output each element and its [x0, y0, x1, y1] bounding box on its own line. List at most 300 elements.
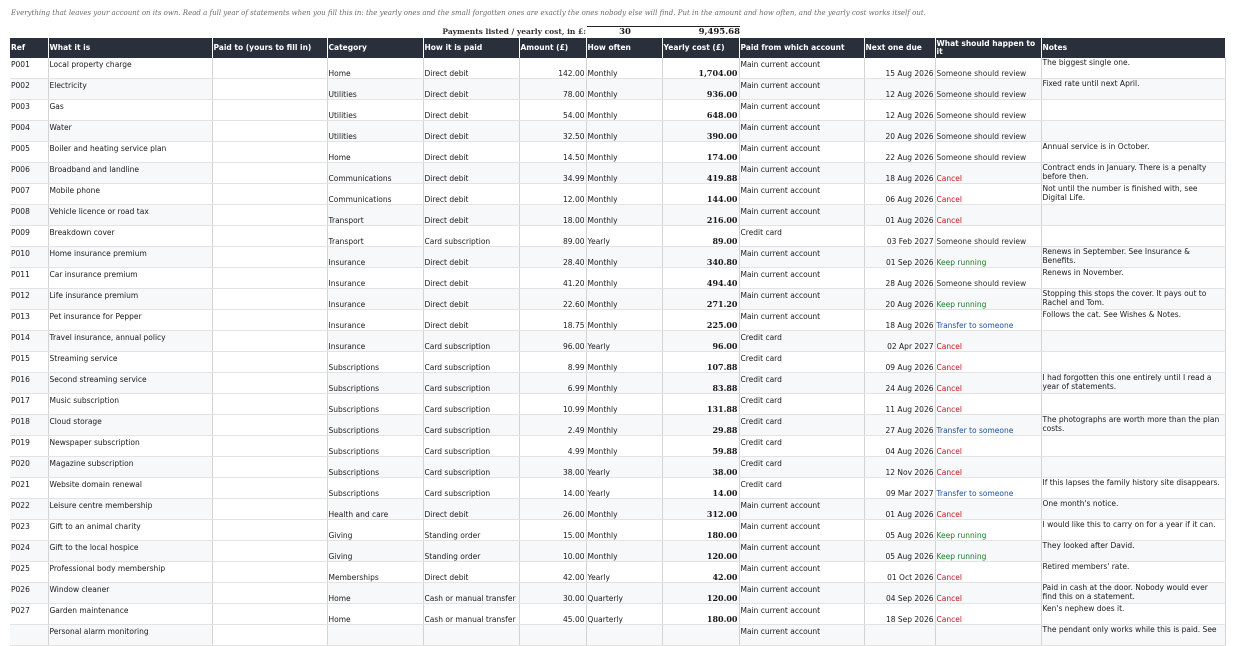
cell-what[interactable]: Life insurance premium: [48, 289, 212, 310]
cell-next-due[interactable]: 28 Aug 2026: [864, 268, 935, 289]
cell-amount[interactable]: 78.00: [519, 79, 586, 100]
cell-what[interactable]: Local property charge: [48, 58, 212, 79]
cell-next-due[interactable]: 06 Aug 2026: [864, 184, 935, 205]
cell-yearly-cost[interactable]: 180.00: [662, 604, 739, 625]
cell-frequency[interactable]: Monthly: [586, 121, 662, 142]
cell-yearly-cost[interactable]: 936.00: [662, 79, 739, 100]
cell-account[interactable]: Credit card: [739, 478, 864, 499]
cell-paid-to[interactable]: [212, 415, 327, 436]
cell-action[interactable]: Cancel: [935, 436, 1041, 457]
cell-frequency[interactable]: Monthly: [586, 247, 662, 268]
cell-amount[interactable]: 89.00: [519, 226, 586, 247]
yearly-total[interactable]: 9,495.68: [663, 26, 740, 37]
cell-what[interactable]: Car insurance premium: [48, 268, 212, 289]
cell-next-due[interactable]: 27 Aug 2026: [864, 415, 935, 436]
cell-method[interactable]: Direct debit: [423, 499, 519, 520]
cell-action[interactable]: Cancel: [935, 562, 1041, 583]
cell-amount[interactable]: 30.00: [519, 583, 586, 604]
cell-what[interactable]: Cloud storage: [48, 415, 212, 436]
cell-next-due[interactable]: 22 Aug 2026: [864, 142, 935, 163]
cell-method[interactable]: Direct debit: [423, 121, 519, 142]
cell-yearly-cost[interactable]: 1,704.00: [662, 58, 739, 79]
cell-frequency[interactable]: Monthly: [586, 373, 662, 394]
cell-paid-to[interactable]: [212, 562, 327, 583]
cell-action[interactable]: Cancel: [935, 331, 1041, 352]
cell-ref[interactable]: P011: [10, 268, 48, 289]
cell-notes[interactable]: [1041, 457, 1225, 478]
cell-paid-to[interactable]: [212, 331, 327, 352]
cell-action[interactable]: Cancel: [935, 604, 1041, 625]
cell-yearly-cost[interactable]: 96.00: [662, 331, 739, 352]
cell-amount[interactable]: 8.99: [519, 352, 586, 373]
cell-notes[interactable]: [1041, 331, 1225, 352]
cell-what[interactable]: Magazine subscription: [48, 457, 212, 478]
cell-amount[interactable]: 26.00: [519, 499, 586, 520]
col-header-notes[interactable]: Notes: [1041, 38, 1225, 58]
cell-ref[interactable]: P004: [10, 121, 48, 142]
cell-frequency[interactable]: Monthly: [586, 394, 662, 415]
cell-category[interactable]: Home: [327, 142, 423, 163]
cell-what[interactable]: Mobile phone: [48, 184, 212, 205]
cell-account[interactable]: Credit card: [739, 226, 864, 247]
cell-account[interactable]: Main current account: [739, 625, 864, 646]
cell-yearly-cost[interactable]: 390.00: [662, 121, 739, 142]
cell-action[interactable]: Someone should review: [935, 79, 1041, 100]
cell-frequency[interactable]: Monthly: [586, 268, 662, 289]
cell-frequency[interactable]: Monthly: [586, 352, 662, 373]
cell-amount[interactable]: 14.00: [519, 478, 586, 499]
cell-notes[interactable]: [1041, 436, 1225, 457]
cell-frequency[interactable]: Monthly: [586, 184, 662, 205]
cell-account[interactable]: Main current account: [739, 604, 864, 625]
cell-method[interactable]: Cash or manual transfer: [423, 583, 519, 604]
cell-ref[interactable]: P005: [10, 142, 48, 163]
cell-category[interactable]: Communications: [327, 184, 423, 205]
cell-yearly-cost[interactable]: 120.00: [662, 583, 739, 604]
cell-action[interactable]: Keep running: [935, 289, 1041, 310]
cell-notes[interactable]: Contract ends in January. There is a penalty before then.: [1041, 163, 1225, 184]
cell-amount[interactable]: 18.00: [519, 205, 586, 226]
cell-category[interactable]: Subscriptions: [327, 373, 423, 394]
cell-amount[interactable]: 14.50: [519, 142, 586, 163]
payments-count[interactable]: 30: [587, 26, 663, 37]
cell-yearly-cost[interactable]: 29.88: [662, 415, 739, 436]
cell-next-due[interactable]: 18 Aug 2026: [864, 163, 935, 184]
cell-amount[interactable]: 45.00: [519, 604, 586, 625]
cell-account[interactable]: Main current account: [739, 79, 864, 100]
cell-frequency[interactable]: Monthly: [586, 436, 662, 457]
cell-category[interactable]: Utilities: [327, 121, 423, 142]
cell-frequency[interactable]: Monthly: [586, 541, 662, 562]
cell-frequency[interactable]: Yearly: [586, 226, 662, 247]
cell-account[interactable]: Main current account: [739, 289, 864, 310]
cell-what[interactable]: Home insurance premium: [48, 247, 212, 268]
cell-method[interactable]: Direct debit: [423, 100, 519, 121]
cell-next-due[interactable]: 11 Aug 2026: [864, 394, 935, 415]
cell-next-due[interactable]: 09 Aug 2026: [864, 352, 935, 373]
cell-method[interactable]: Card subscription: [423, 352, 519, 373]
cell-ref[interactable]: P026: [10, 583, 48, 604]
cell-frequency[interactable]: Monthly: [586, 142, 662, 163]
cell-frequency[interactable]: Quarterly: [586, 583, 662, 604]
cell-amount[interactable]: 12.00: [519, 184, 586, 205]
cell-method[interactable]: Card subscription: [423, 415, 519, 436]
cell-yearly-cost[interactable]: 144.00: [662, 184, 739, 205]
cell-yearly-cost[interactable]: [662, 625, 739, 646]
cell-action[interactable]: Cancel: [935, 352, 1041, 373]
cell-category[interactable]: Insurance: [327, 310, 423, 331]
cell-ref[interactable]: P014: [10, 331, 48, 352]
cell-method[interactable]: Direct debit: [423, 247, 519, 268]
cell-category[interactable]: Subscriptions: [327, 436, 423, 457]
cell-account[interactable]: Credit card: [739, 394, 864, 415]
cell-method[interactable]: Direct debit: [423, 268, 519, 289]
cell-yearly-cost[interactable]: 89.00: [662, 226, 739, 247]
cell-account[interactable]: Credit card: [739, 373, 864, 394]
cell-notes[interactable]: Stopping this stops the cover. It pays out to Rachel and Tom.: [1041, 289, 1225, 310]
cell-method[interactable]: Direct debit: [423, 142, 519, 163]
cell-category[interactable]: Giving: [327, 520, 423, 541]
cell-next-due[interactable]: 20 Aug 2026: [864, 121, 935, 142]
cell-frequency[interactable]: Monthly: [586, 520, 662, 541]
cell-action[interactable]: Cancel: [935, 163, 1041, 184]
cell-amount[interactable]: 142.00: [519, 58, 586, 79]
cell-paid-to[interactable]: [212, 268, 327, 289]
cell-what[interactable]: Boiler and heating service plan: [48, 142, 212, 163]
cell-method[interactable]: Card subscription: [423, 373, 519, 394]
cell-yearly-cost[interactable]: 312.00: [662, 499, 739, 520]
cell-ref[interactable]: P001: [10, 58, 48, 79]
cell-next-due[interactable]: 15 Aug 2026: [864, 58, 935, 79]
cell-notes[interactable]: Follows the cat. See Wishes & Notes.: [1041, 310, 1225, 331]
cell-frequency[interactable]: Monthly: [586, 310, 662, 331]
cell-ref[interactable]: P024: [10, 541, 48, 562]
cell-category[interactable]: Home: [327, 583, 423, 604]
cell-notes[interactable]: [1041, 205, 1225, 226]
cell-action[interactable]: Cancel: [935, 373, 1041, 394]
cell-ref[interactable]: P017: [10, 394, 48, 415]
cell-account[interactable]: Main current account: [739, 562, 864, 583]
cell-method[interactable]: Direct debit: [423, 163, 519, 184]
cell-category[interactable]: Insurance: [327, 268, 423, 289]
cell-action[interactable]: Keep running: [935, 520, 1041, 541]
cell-what[interactable]: Garden maintenance: [48, 604, 212, 625]
cell-paid-to[interactable]: [212, 625, 327, 646]
cell-amount[interactable]: 38.00: [519, 457, 586, 478]
cell-notes[interactable]: One month's notice.: [1041, 499, 1225, 520]
cell-yearly-cost[interactable]: 59.88: [662, 436, 739, 457]
cell-frequency[interactable]: Monthly: [586, 100, 662, 121]
cell-category[interactable]: Insurance: [327, 247, 423, 268]
cell-notes[interactable]: The photographs are worth more than the plan costs.: [1041, 415, 1225, 436]
cell-category[interactable]: Insurance: [327, 289, 423, 310]
cell-paid-to[interactable]: [212, 121, 327, 142]
cell-what[interactable]: Gift to the local hospice: [48, 541, 212, 562]
cell-frequency[interactable]: Monthly: [586, 289, 662, 310]
cell-category[interactable]: Memberships: [327, 562, 423, 583]
cell-notes[interactable]: Renews in November.: [1041, 268, 1225, 289]
cell-frequency[interactable]: Monthly: [586, 163, 662, 184]
cell-next-due[interactable]: [864, 625, 935, 646]
cell-notes[interactable]: The biggest single one.: [1041, 58, 1225, 79]
cell-what[interactable]: Leisure centre membership: [48, 499, 212, 520]
cell-what[interactable]: Breakdown cover: [48, 226, 212, 247]
cell-next-due[interactable]: 01 Sep 2026: [864, 247, 935, 268]
cell-category[interactable]: Subscriptions: [327, 415, 423, 436]
cell-amount[interactable]: 10.99: [519, 394, 586, 415]
cell-action[interactable]: Transfer to someone: [935, 478, 1041, 499]
col-header-amount[interactable]: Amount (£): [519, 38, 586, 58]
cell-frequency[interactable]: Yearly: [586, 478, 662, 499]
cell-frequency[interactable]: Monthly: [586, 415, 662, 436]
cell-method[interactable]: Card subscription: [423, 226, 519, 247]
cell-account[interactable]: Main current account: [739, 58, 864, 79]
cell-method[interactable]: Cash or manual transfer: [423, 604, 519, 625]
cell-next-due[interactable]: 01 Aug 2026: [864, 205, 935, 226]
cell-category[interactable]: Communications: [327, 163, 423, 184]
cell-paid-to[interactable]: [212, 604, 327, 625]
cell-notes[interactable]: [1041, 226, 1225, 247]
col-header-next-due[interactable]: Next one due: [864, 38, 935, 58]
cell-method[interactable]: Direct debit: [423, 310, 519, 331]
cell-frequency[interactable]: Monthly: [586, 205, 662, 226]
cell-category[interactable]: Transport: [327, 205, 423, 226]
cell-what[interactable]: Water: [48, 121, 212, 142]
cell-notes[interactable]: [1041, 394, 1225, 415]
cell-next-due[interactable]: 20 Aug 2026: [864, 289, 935, 310]
cell-account[interactable]: Credit card: [739, 415, 864, 436]
cell-ref[interactable]: P002: [10, 79, 48, 100]
cell-paid-to[interactable]: [212, 457, 327, 478]
cell-category[interactable]: Subscriptions: [327, 457, 423, 478]
cell-ref[interactable]: P020: [10, 457, 48, 478]
cell-paid-to[interactable]: [212, 520, 327, 541]
cell-account[interactable]: Main current account: [739, 541, 864, 562]
cell-what[interactable]: Vehicle licence or road tax: [48, 205, 212, 226]
cell-ref[interactable]: [10, 625, 48, 646]
cell-notes[interactable]: Ken's nephew does it.: [1041, 604, 1225, 625]
cell-ref[interactable]: P009: [10, 226, 48, 247]
cell-account[interactable]: Credit card: [739, 436, 864, 457]
cell-ref[interactable]: P027: [10, 604, 48, 625]
cell-amount[interactable]: 41.20: [519, 268, 586, 289]
cell-paid-to[interactable]: [212, 58, 327, 79]
cell-what[interactable]: Streaming service: [48, 352, 212, 373]
cell-method[interactable]: Direct debit: [423, 58, 519, 79]
cell-account[interactable]: Main current account: [739, 205, 864, 226]
cell-yearly-cost[interactable]: 180.00: [662, 520, 739, 541]
cell-frequency[interactable]: [586, 625, 662, 646]
cell-account[interactable]: Main current account: [739, 100, 864, 121]
cell-action[interactable]: Someone should review: [935, 121, 1041, 142]
cell-action[interactable]: Someone should review: [935, 142, 1041, 163]
cell-next-due[interactable]: 12 Nov 2026: [864, 457, 935, 478]
cell-next-due[interactable]: 04 Aug 2026: [864, 436, 935, 457]
cell-next-due[interactable]: 02 Apr 2027: [864, 331, 935, 352]
cell-next-due[interactable]: 03 Feb 2027: [864, 226, 935, 247]
cell-yearly-cost[interactable]: 120.00: [662, 541, 739, 562]
cell-ref[interactable]: P003: [10, 100, 48, 121]
cell-notes[interactable]: Annual service is in October.: [1041, 142, 1225, 163]
col-header-yearly-cost[interactable]: Yearly cost (£): [662, 38, 739, 58]
cell-account[interactable]: Main current account: [739, 121, 864, 142]
cell-notes[interactable]: I would like this to carry on for a year if it can.: [1041, 520, 1225, 541]
cell-account[interactable]: Main current account: [739, 499, 864, 520]
cell-action[interactable]: Keep running: [935, 541, 1041, 562]
cell-frequency[interactable]: Yearly: [586, 457, 662, 478]
cell-paid-to[interactable]: [212, 142, 327, 163]
cell-yearly-cost[interactable]: 38.00: [662, 457, 739, 478]
cell-ref[interactable]: P013: [10, 310, 48, 331]
col-header-ref[interactable]: Ref: [10, 38, 48, 58]
cell-method[interactable]: Standing order: [423, 520, 519, 541]
cell-paid-to[interactable]: [212, 163, 327, 184]
cell-ref[interactable]: P007: [10, 184, 48, 205]
cell-what[interactable]: Broadband and landline: [48, 163, 212, 184]
cell-what[interactable]: Electricity: [48, 79, 212, 100]
cell-paid-to[interactable]: [212, 583, 327, 604]
cell-method[interactable]: Standing order: [423, 541, 519, 562]
cell-notes[interactable]: Fixed rate until next April.: [1041, 79, 1225, 100]
cell-notes[interactable]: Not until the number is finished with, see Digital Life.: [1041, 184, 1225, 205]
cell-yearly-cost[interactable]: 271.20: [662, 289, 739, 310]
cell-paid-to[interactable]: [212, 478, 327, 499]
cell-next-due[interactable]: 09 Mar 2027: [864, 478, 935, 499]
cell-category[interactable]: Giving: [327, 541, 423, 562]
cell-category[interactable]: [327, 625, 423, 646]
cell-yearly-cost[interactable]: 42.00: [662, 562, 739, 583]
cell-amount[interactable]: 34.99: [519, 163, 586, 184]
cell-method[interactable]: Direct debit: [423, 184, 519, 205]
cell-method[interactable]: Direct debit: [423, 289, 519, 310]
cell-account[interactable]: Main current account: [739, 268, 864, 289]
cell-notes[interactable]: [1041, 352, 1225, 373]
cell-method[interactable]: Direct debit: [423, 205, 519, 226]
cell-account[interactable]: Main current account: [739, 583, 864, 604]
col-header-category[interactable]: Category: [327, 38, 423, 58]
cell-yearly-cost[interactable]: 648.00: [662, 100, 739, 121]
cell-what[interactable]: Gift to an animal charity: [48, 520, 212, 541]
cell-account[interactable]: Credit card: [739, 331, 864, 352]
cell-next-due[interactable]: 12 Aug 2026: [864, 79, 935, 100]
cell-paid-to[interactable]: [212, 436, 327, 457]
cell-paid-to[interactable]: [212, 205, 327, 226]
col-header-method[interactable]: How it is paid: [423, 38, 519, 58]
cell-frequency[interactable]: Yearly: [586, 562, 662, 583]
cell-frequency[interactable]: Monthly: [586, 79, 662, 100]
cell-method[interactable]: Card subscription: [423, 436, 519, 457]
cell-paid-to[interactable]: [212, 184, 327, 205]
cell-action[interactable]: Cancel: [935, 394, 1041, 415]
cell-paid-to[interactable]: [212, 373, 327, 394]
cell-amount[interactable]: 10.00: [519, 541, 586, 562]
cell-method[interactable]: [423, 625, 519, 646]
cell-notes[interactable]: The pendant only works while this is paid. See: [1041, 625, 1225, 646]
cell-ref[interactable]: P008: [10, 205, 48, 226]
cell-amount[interactable]: 96.00: [519, 331, 586, 352]
cell-ref[interactable]: P012: [10, 289, 48, 310]
cell-account[interactable]: Main current account: [739, 184, 864, 205]
cell-yearly-cost[interactable]: 174.00: [662, 142, 739, 163]
cell-notes[interactable]: Renews in September. See Insurance & Benefits.: [1041, 247, 1225, 268]
cell-amount[interactable]: [519, 625, 586, 646]
cell-ref[interactable]: P021: [10, 478, 48, 499]
cell-action[interactable]: Cancel: [935, 499, 1041, 520]
cell-yearly-cost[interactable]: 225.00: [662, 310, 739, 331]
cell-what[interactable]: Gas: [48, 100, 212, 121]
cell-account[interactable]: Credit card: [739, 352, 864, 373]
cell-paid-to[interactable]: [212, 352, 327, 373]
cell-notes[interactable]: [1041, 100, 1225, 121]
cell-ref[interactable]: P019: [10, 436, 48, 457]
cell-what[interactable]: Pet insurance for Pepper: [48, 310, 212, 331]
cell-ref[interactable]: P025: [10, 562, 48, 583]
cell-notes[interactable]: [1041, 121, 1225, 142]
col-header-account[interactable]: Paid from which account: [739, 38, 864, 58]
col-header-frequency[interactable]: How often: [586, 38, 662, 58]
cell-paid-to[interactable]: [212, 394, 327, 415]
cell-category[interactable]: Subscriptions: [327, 394, 423, 415]
cell-account[interactable]: Main current account: [739, 520, 864, 541]
cell-next-due[interactable]: 18 Aug 2026: [864, 310, 935, 331]
cell-next-due[interactable]: 01 Aug 2026: [864, 499, 935, 520]
cell-next-due[interactable]: 18 Sep 2026: [864, 604, 935, 625]
cell-method[interactable]: Card subscription: [423, 478, 519, 499]
cell-ref[interactable]: P006: [10, 163, 48, 184]
cell-category[interactable]: Insurance: [327, 331, 423, 352]
cell-what[interactable]: Window cleaner: [48, 583, 212, 604]
cell-next-due[interactable]: 05 Aug 2026: [864, 541, 935, 562]
cell-action[interactable]: Transfer to someone: [935, 415, 1041, 436]
cell-action[interactable]: Someone should review: [935, 268, 1041, 289]
cell-paid-to[interactable]: [212, 289, 327, 310]
cell-category[interactable]: Utilities: [327, 79, 423, 100]
cell-what[interactable]: Music subscription: [48, 394, 212, 415]
cell-amount[interactable]: 32.50: [519, 121, 586, 142]
cell-action[interactable]: Cancel: [935, 184, 1041, 205]
cell-next-due[interactable]: 12 Aug 2026: [864, 100, 935, 121]
cell-amount[interactable]: 42.00: [519, 562, 586, 583]
cell-account[interactable]: Credit card: [739, 457, 864, 478]
cell-paid-to[interactable]: [212, 541, 327, 562]
cell-amount[interactable]: 22.60: [519, 289, 586, 310]
cell-yearly-cost[interactable]: 494.40: [662, 268, 739, 289]
cell-method[interactable]: Direct debit: [423, 79, 519, 100]
cell-what[interactable]: Professional body membership: [48, 562, 212, 583]
cell-category[interactable]: Transport: [327, 226, 423, 247]
cell-what[interactable]: Newspaper subscription: [48, 436, 212, 457]
cell-action[interactable]: Cancel: [935, 205, 1041, 226]
cell-frequency[interactable]: Monthly: [586, 499, 662, 520]
cell-amount[interactable]: 4.99: [519, 436, 586, 457]
cell-account[interactable]: Main current account: [739, 247, 864, 268]
cell-notes[interactable]: Retired members' rate.: [1041, 562, 1225, 583]
cell-account[interactable]: Main current account: [739, 142, 864, 163]
cell-next-due[interactable]: 04 Sep 2026: [864, 583, 935, 604]
cell-yearly-cost[interactable]: 107.88: [662, 352, 739, 373]
cell-category[interactable]: Home: [327, 58, 423, 79]
col-header-paid-to[interactable]: Paid to (yours to fill in): [212, 38, 327, 58]
cell-account[interactable]: Main current account: [739, 310, 864, 331]
cell-action[interactable]: Someone should review: [935, 58, 1041, 79]
cell-paid-to[interactable]: [212, 499, 327, 520]
cell-notes[interactable]: If this lapses the family history site disappears.: [1041, 478, 1225, 499]
cell-paid-to[interactable]: [212, 79, 327, 100]
cell-ref[interactable]: P023: [10, 520, 48, 541]
cell-category[interactable]: Utilities: [327, 100, 423, 121]
cell-yearly-cost[interactable]: 14.00: [662, 478, 739, 499]
cell-what[interactable]: Personal alarm monitoring: [48, 625, 212, 646]
